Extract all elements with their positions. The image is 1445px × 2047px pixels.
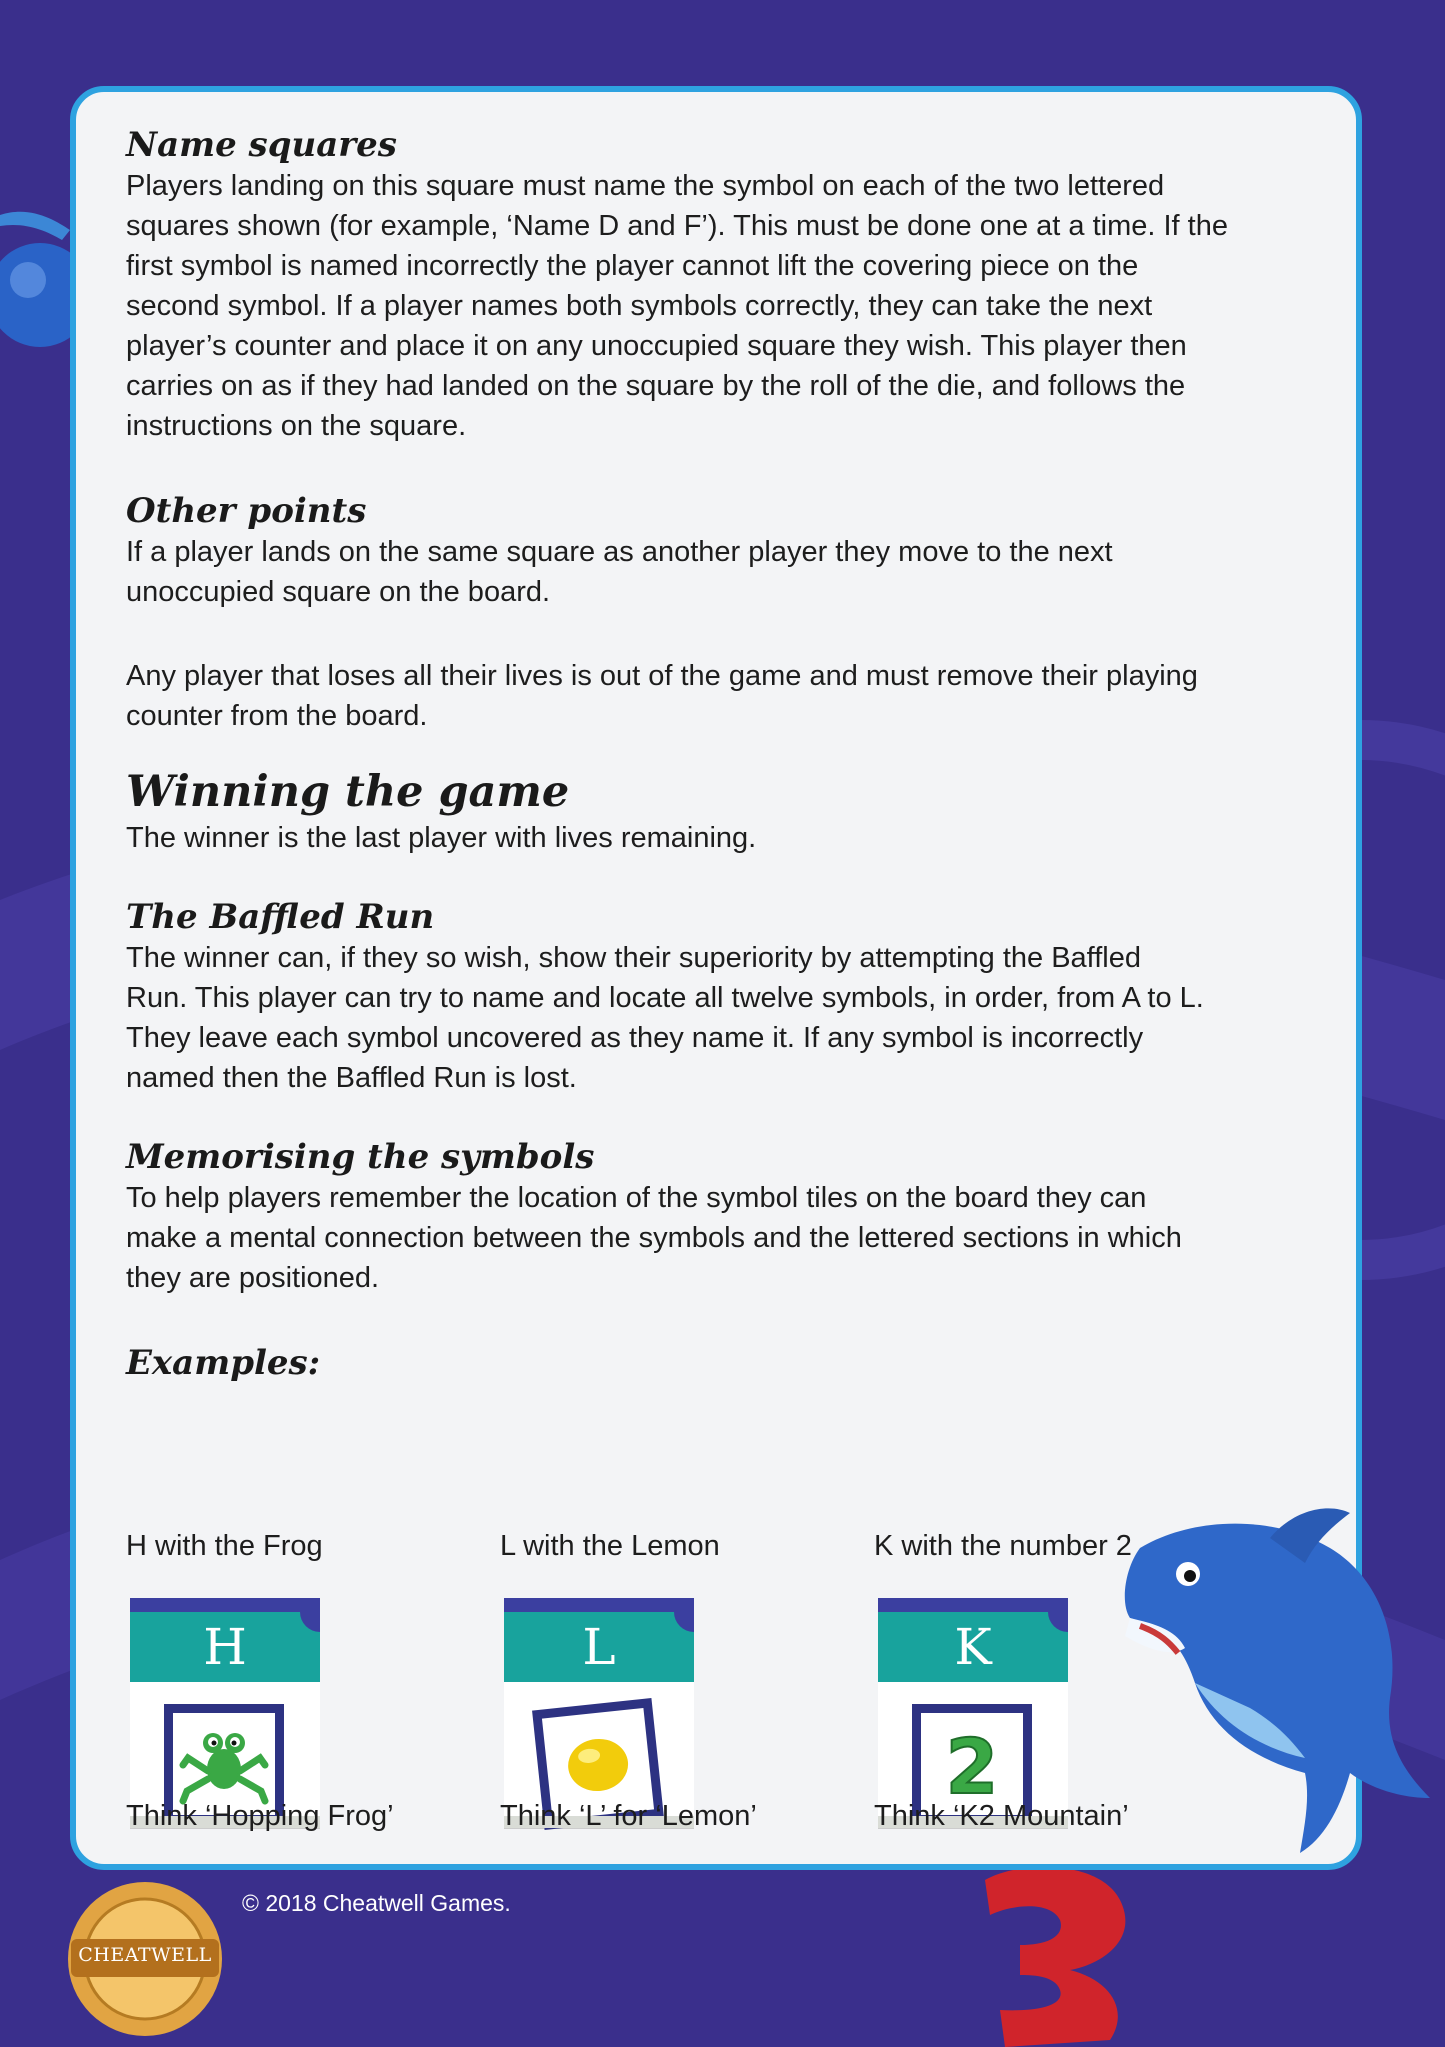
example-tip: Think ‘Hopping Frog’: [126, 1800, 394, 1832]
memorising-paragraph: To help players remember the location of the symbol tiles on the board they can make a mental connection between the symbols and the lettered sections in which they are positioned.: [126, 1182, 1182, 1294]
example-label: H with the Frog: [126, 1530, 323, 1562]
baffled-run-paragraph: The winner can, if they so wish, show their superiority by attempting the Baffled Run. This player can try to name and locate all twelve symbols, in order, from A to L. They leave each symbol uncovered as they name it. If any symbol is incorrectly named then the Baffled Run is lost.: [126, 942, 1204, 1094]
example-tip: Think ‘L’ for ‘Lemon’: [500, 1800, 757, 1832]
symbol-tile-h: [130, 1598, 320, 1828]
symbol-tile-l: [504, 1598, 694, 1828]
symbol-tile-k: [878, 1598, 1068, 1828]
heading-other-points: Other points: [126, 491, 367, 531]
other-points-paragraph-1: If a player lands on the same square as another player they move to the next unoccupied square on the board.: [126, 536, 1113, 608]
tile-letter: K: [954, 1618, 992, 1676]
example-l: [500, 1528, 860, 1832]
winning-paragraph: The winner is the last player with lives remaining.: [126, 822, 757, 854]
heading-name-squares: Name squares: [126, 125, 397, 165]
tile-letter: L: [582, 1618, 616, 1676]
example-label: K with the number 2: [874, 1530, 1132, 1562]
example-h: [126, 1528, 486, 1832]
svg-text:2: 2: [945, 1722, 999, 1811]
tile-letter: H: [203, 1618, 247, 1676]
heading-examples: Examples:: [126, 1343, 321, 1383]
copyright: © 2018 Cheatwell Games.: [242, 1890, 511, 1916]
heading-memorising-symbols: Memorising the symbols: [126, 1137, 595, 1177]
other-points-paragraph-2: Any player that loses all their lives is out of the game and must remove their playing counter from the board.: [126, 660, 1198, 732]
rules-text: [126, 124, 1316, 1384]
logo-text: CHEATWELL: [78, 1944, 212, 1966]
example-tip: Think ‘K2 Mountain’: [874, 1800, 1129, 1832]
cheatwell-logo: [66, 1880, 224, 2038]
name-squares-paragraph: Players landing on this square must name the symbol on each of the two lettered squares shown (for example, ‘Name D and F’). This must be done one at a time. If the first symbol is named incorrectly the player cannot lift the covering piece on the second symbol. If a player names both symbols correctly, they can take the next player’s counter and place it on any unoccupied square they wish. This player then carries on as if they had landed on the square by the roll of the die, and follows the instructions on the square.: [126, 170, 1228, 442]
heading-baffled-run: The Baffled Run: [126, 897, 435, 937]
heading-winning-the-game: Winning the game: [126, 767, 570, 817]
dolphin-icon: [1100, 1508, 1445, 1878]
example-label: L with the Lemon: [500, 1530, 720, 1562]
